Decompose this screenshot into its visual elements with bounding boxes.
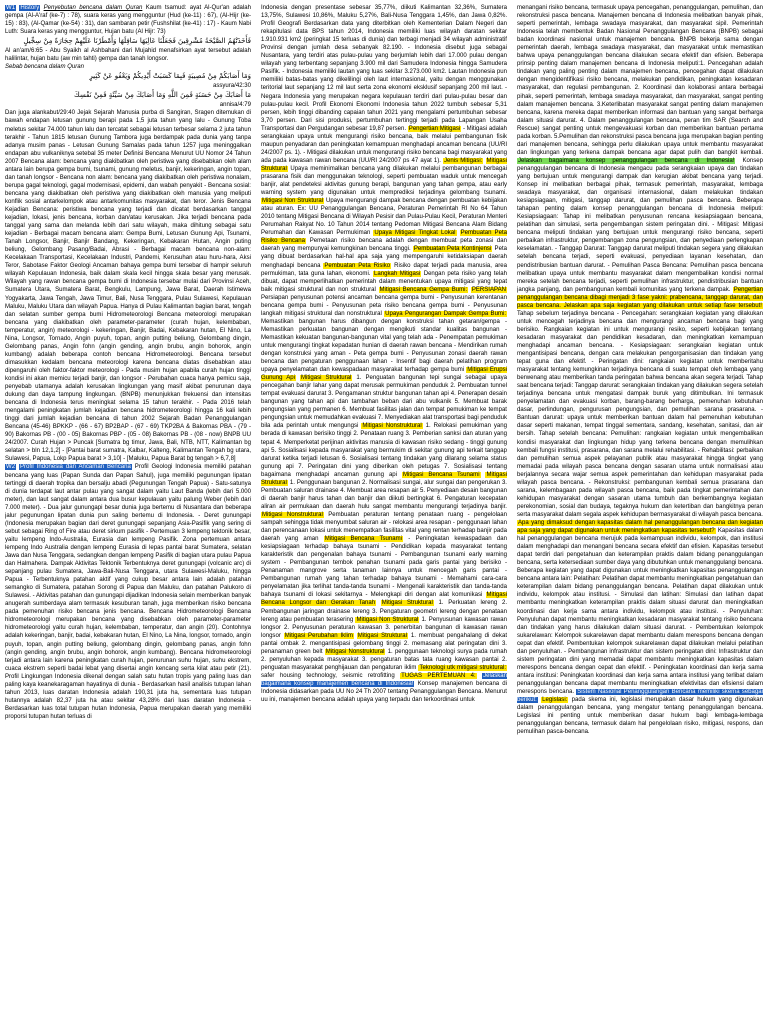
heading-persiapan: PERSIAPAN (471, 286, 506, 293)
longsor-struktural-text: 1. Perkuatan lereng 2. Pembangunan jaringan drainase lereng 3. Pengaturan geometri lereng dengan penataan lereng atau pembuatan terasering (261, 600, 507, 623)
heading-mitigasi-non-struktural: Mitigasi Non Struktural (262, 198, 324, 205)
persiapan-text: Persiapan penyusunan potensi ancaman bencana gempa bumi - Penyusunan kerentanan bencana gempa bumi - Penyusunan peta risiko bencana gempa bumi - Penyusunan langkah mitigasi struktural dan nonstruktural (261, 294, 507, 317)
profile-text: Indonesia dengan presentase sebesar 35,77%, diikuti Kalimantan 32,36%, Sumatera 13,75%, Sulawesi 10,86%, Maluku 5,27%, Bali-Nusa Tenggara 1,45%, dan Jawa 0,82%. Profil Geografi Berdasarkan data yang diterbitkan oleh Kementerian Dalam Negeri dan rekapitulasi data BPS tahun 2014, Indonesia memiliki luas wilayah daratan sekitar 1.910.931 km2 (peringkat 15 terluas di dunia) dan terbagi menjadi 34 wilayah administratif Provinsi dengan jumlah desa sebanyak 82.190. - Indonesia disebut juga sebagai Nusantara, yang terdiri atas pulau-pulau yang berjumlah lebih dari 17.000 pulau dengan wilayah yang terbentang sepanjang 3.900 mil dari Samudera Indonesia hingga Samudera Pasifik. - Indonesia memiliki lautan yang luas sekitar 3.273.000 km2. Lautan Indonesia pun memiliki batas-batas yang dikelilingi oleh laut internasional, yaitu dengan menggunakan teritorial laut sepanjang 12 mil laut serta zona ekonomi eksklusif sepanjang 200 mil laut. - Negara Indonesia yang merupakan negara kepulauan terdiri dari pulau-pulau besar dan pulau-pulau kecil. Profil Ekonomi Ekonomi Indonesia tahun 2022 tumbuh sebesar 5,31 persen, lebih tinggi dibanding capaian tahun 2021 yang mengalami pertumbuhan sebesar 3,70 persen. Dari sisi produksi, pertumbuhan tertinggi terjadi pada Lapangan Usaha Transportasi dan Pergudangan sebesar 19,87 persen. (261, 5, 507, 132)
heading-longsor: Mitigasi Bencana Longsor dan Gerakan Tanah (261, 592, 507, 607)
penanggulangan-text: Konsep penanggulangan bencana di Indonesia mengacu pada serangkaian upaya dan tindakan yang bertujuan untuk mengurangi dampak dan kerugian akibat bencana yang terjadi. Konsep ini melibatkan berbagai pihak, termasuk pemerintah, masyarakat, lembaga swadaya masyarakat, dan organisasi internasional, dalam melakukan tindakan kesiapsiagaan, mitigasi, tanggap darurat, dan pemulihan pasca bencana. Beberapa tahapan penting dalam konsep penanggulangan bencana di Indonesia meliputi: Kesiapsiagaan: Tahap ini melibatkan penyusunan rencana kesiapsiagaan bencana, pelatihan dan simulasi, serta pengembangan sistem peringatan dini. - Mitigasi: Mitigasi bencana meliputi tindakan yang bertujuan untuk mengurangi risiko bencana, seperti perbaikan infrastruktur, pengembangan zona pengungsian, dan penyediaan perlengkapan keselamatan. - Tanggap Darurat: Tanggap darurat meliputi tindakan segera yang dilakukan setelah bencana terjadi, seperti evakuasi, penyediaan layanan kesehatan, dan pendistribusian bantuan darurat. - Pemulihan Pasca Bencana: Pemulihan pasca bencana melibatkan upaya untuk membantu masyarakat dalam mengembalikan kondisi normal mereka setelah bencana terjadi, seperti pemulihan infrastruktur, pendistribusian bantuan jangka panjang, dan pembangunan kembali komunitas yang terkena dampak. (517, 157, 763, 293)
heading-tugas: TUGAS PERTEMUAN 4: (401, 672, 476, 679)
fase-text: Tahap sebelum terjadinya bencana - Pencegahan: serangkaian kegiatan yang dilakukan untuk mencegah terjadinya bencana dan mengurangi ancaman bencana bagi yang berisiko. Rangkaian kegiatan ini untuk mengurangi resiko, seperti kebijakan tentang kesadaran masyarakat dan pendidikan kesadaran, dan meningkatkan kemampuan menghadapi ancaman bencana. - Kesiapsiagaan: serangkaian kegiatan untuk mengantisipasi bencana, dengan cara melakukan pengorganisasian dan tindakan yang tepat guna dan efektif. - Peringatan dini: rangkaian kegiatan untuk memberitahu masyarakat tentang kemungkinan terjadinya bencana di suatu tempat oleh lembaga yang berwenang atau memberikan tanda peringatan bahwa bencana akan segera terjadi. Tahap saat bencana terjadi: Tanggap darurat: serangkaian tindakan yang dilakukan segera setelah terjadinya bencana untuk mengatasi dampak buruk yang ditimbulkan. Ini termasuk penyelamatan dan evakuasi korban, barang-barang berharga, pemenuhan kebutuhan dasar, perlindungan, pengurusan pengungsian, dan pemulihan sarana prasarana. - Bantuan darurat: upaya untuk memberikan bantuan dalam hal pemenuhan kebutuhan dasar seperti makanan, tempat tinggal sementara, sandang, kesehatan, sanitasi, dan air bersih. Tahap setelah bencana: Pemulihan: rangkaian kegiatan untuk mengembalikan kondisi masyarakat dan lingkungan hidup yang terkena bencana dengan memulihkan kembali fungsi institusi, prasarana, dan sarana melalui rehabilitasi. - Rehabilitasi: perbaikan dan pemulihan semua aspek pelayanan publik atau masyarakat hingga tingkat yang memadai pada wilayah pasca bencana dengan sasaran utama untuk normalisasi atau berjalannya secara wajar semua aspek pemerintahan dan kehidupan masyarakat pada wilayah pasca bencana. - Rekonstruksi: pembangunan kembali semua prasarana dan sarana, kelembagaan pada wilayah pasca bencana, baik pada tingkat pemerintahan dan kehidupan masyarakat dengan sasaran utama tumbuh dan berkembangnya kegiatan perekonomian, sosial dan budaya, tegaknya hukum dan ketertiban dan bangkitnya peran serta masyarakat dalam segala aspek kehidupan bermasyarakat di wilayah pasca bencana. (517, 310, 763, 518)
pengurangan-text: Memastikan bangunan harus dibangun dengan konstruksi tahan getaran/gempa - Memastikan perkuatan bangunan dengan mengikuti standar kualitas bangunan - Memastikan kekuatan bangunan-bangunan vital yang telah ada - Penempatan pemukiman untuk mengurangi tingkat kepadatan hunian di daerah rawan bencana - Mendirikan rumah dengan konstruksi yang aman - Peta gempa bumi - Penyusunan zonasi daerah rawan bencana dan pengaturan penggunaan lahan - Insentif bagi daerah pelatihan program upaya penyelamatan dan kewaspadaan masyarakat terhadap gempa bumi (261, 318, 507, 374)
verse-reference-2: annisa/4:79 (219, 102, 251, 109)
heading-peta-risiko-bencana: Pembuatan Peta Risiko Bencana (261, 230, 507, 245)
banjir-nonstruktural-text: Pembuatan peraturan tentang penataan ruang - pengelolaan sampah sehingga tidak menyumbat saluran air - relokasi area resapan - penggunaan lahan dan perencanaan lokasi untuk menempatkan fasilitas vital yang rentan terhadap banjir pada daerah yang aman (261, 511, 507, 543)
heading-jenis-mitigasi: Jenis Mitigasi: (444, 157, 483, 164)
peta-risiko-text: Pemetaan risiko bencana adalah dengan membuat peta zonasi dan daerah yang mempunyai kemungkinan bencana tinggi. (261, 238, 507, 253)
column-1 (5, 4, 251, 1018)
kontinjensi-text: Peta yang dibuat berdasarkan hal-hal apa saja yang mempengaruhi ketidaksiapan daerah menghadapi bencana (261, 246, 507, 269)
intro-text: Kaum tsamud: ayat Al-Qur'an adalah gempa (Al-A'raf (ke-7) : 78), suara keras yang mengguntur (Hud (ke-11) : 67), (Al-Hijr (ke-15) : 83), (Al-Qamar (ke-54) : 31), dan sambaran petir (Fushshilat (ke-41) : 17) - Kaum Nabi Luth: Suara keras yang mengguntur, Hujan batu (Al Hijr: 73) (5, 5, 251, 36)
verse-reference-1: assyura/42:30 (213, 83, 251, 90)
manajemen-continued-text: menangani risiko bencana, termasuk upaya pencegahan, penanggulangan, pemulihan, dan rekonstruksi pasca bencana. Manajemen bencana di Indonesia melibatkan banyak pihak, seperti pemerintah, lembaga swadaya masyarakat, dan masyarakat sipil. Pemerintah Indonesia telah membentuk Badan Nasional Penanggulangan Bencana (BNPB) sebagai badan koordinasi nasional untuk manajemen bencana. BNPB bekerja sama dengan pemerintah daerah, lembaga swadaya masyarakat, dan masyarakat untuk memastikan bahwa upaya penanggulangan bencana dilakukan secara efektif dan efisien. Beberapa prinsip penting dalam manajemen bencana di Indonesia meliputi:1. Pencegahan adalah tindakan yang paling penting dalam manajemen bencana, pencegahan dapat dilakukan dengan mengidentifikasi risiko bencana, melakukan pendidikan, peningkatan kesadaran masyarakat, dan regulasi pembangunan. 2. Koordinasi dan kolaborasi antara berbagai pihak, seperti pemerintah, lembaga swadaya masyarakat, dan masyarakat, sangat penting dalam manajemen bencana. 3.Keterlibatan masyarakat sangat penting dalam manajemen bencana, karena mereka dapat memberikan informasi dan bantuan yang sangat berharga dalam situasi darurat. 4. Dalam penanggulangan bencana, peran tim SAR (Search and Rescue) sangat penting untuk mengevakuasi korban dan memberikan bantuan pertama pada korban. 5.Pemulihan dan rekonstruksi pasca bencana juga merupakan bagian penting dari manajemen bencana, sehingga perlu dilakukan upaya untuk membantu masyarakat dan lingkungan yang terkena dampak bencana agar dapat pulih dan bangkit kembali. (517, 5, 763, 156)
heading-nonstruktural-4: Mitigasi Non Struktural (356, 616, 419, 623)
heading-struktural-4: Mitigasi Struktural (381, 600, 433, 607)
history-tag: History (20, 5, 40, 11)
question-kapasitas: Apa yang dimaksud dengan kapasitas dalam hal penanggulangan bencana dan kegiatan apa saja yang dapat digunakan untuk meningkatkan kapasitas tersebut? (517, 520, 763, 535)
heading-nonstruktural-5: Mitigasi Nonstruktural (325, 648, 385, 655)
non-struktural-text: Upaya mengurangi dampak bencana dengan pembuatan kebijakan atau aturan. Ex: UU Penanggulangan Bencana, Peraturan Pemerintah RI No 64 Tahun 2010 tentang Mitigasi Bencana di Wilayah Pesisir dan Pulau-Pulau Kecil, Peraturan Menteri Perumahan Rakyat No. 10 Tahun 2014 tentang Pedoman Mitigasi Bencana Alam Bidang Perumahan dan Kawasan Permukiman (261, 198, 507, 237)
kapasitas-text: Kapasitas dalam hal penanggulangan bencana merujuk pada kemampuan individu, kelompok, dan institusi dalam menghadapi dan menangani bencana secara efektif dan efisien. Kapasitas tersebut dapat terdiri dari pengetahuan dan keterampilan praktis dalam bidang penanggulangan bencana, serta ketersediaan sumber daya yang dibutuhkan untuk menanggulangi bencana. Beberapa kegiatan yang dapat digunakan untuk meningkatkan kapasitas penanggulangan bencana antara lain: Pelatihan: Pelatihan dapat membantu meningkatkan pengetahuan dan keterampilan dalam bidang penanggulangan bencana. Pelatihan dapat dilakukan untuk individu, kelompok atau institusi. - Simulasi dan latihan: Simulasi dan latihan dapat membantu meningkatkan keterampilan praktis dalam situasi darurat dan meningkatkan koordinasi dan kerja sama antara individu, kelompok atau institusi. - Penyuluhan: Penyuluhan dapat membantu meningkatkan kesadaran masyarakat tentang risiko bencana dan tindakan yang harus dilakukan dalam situasi darurat. - Pembentukan kelompok sukarelawan: Kelompok sukarelawan dapat membantu dalam merespons bencana dengan cepat dan efektif. Pembentukan kelompok sukarelawan dapat dilakukan melalui pelatihan dan penyuluhan. - Pembangunan infrastruktur dan sistem peringatan dini: Infrastruktur dan sistem peringatan dini yang memadai dapat membantu meningkatkan kapasitas dalam merespons bencana dengan cepat dan efektif. - Peningkatan koordinasi dan kerja sama antara institusi: Peningkatan koordinasi dan kerja sama antara institusi yang terlibat dalam penanggulangan bencana dapat membantu meningkatkan efektivitas dan efisiensi dalam merespons bencana. (517, 528, 763, 695)
week-1-tag: W1 (6, 5, 16, 11)
definition-text: - Mitigasi adalah serangkaian upaya untuk mengurangi risiko bencana, baik melalui pembangunan fisik maupun penyadaran dan peningkatan kemampuan menghadapi ancaman bencana (UU/RI 24/2007 ps. 1). - Mitigasi dilakukan untuk mengurangi risiko bencana bagi masyarakat yang ada pada kawasan rawan bencana (UU/RI 24/2007 ps 47 ayat 1). (261, 125, 507, 164)
heading-struktural-3: Mitigasi Struktural (261, 471, 507, 486)
heading-upaya-pengurangan: Upaya Pengurangan Dampak Gempa Bumi: (385, 310, 506, 317)
heading-pengertian-mitigasi: Pengertian Mitigasi (408, 125, 461, 132)
gunung-api-nonstruktural-text: 1. Relokasi pemukiman yang berada di kawasan berisiko tinggi 2. Penataan ruang 3. Pemberian sanksi dan aturan yang tepat 4. Memperketat perijinan aktivitas manusia di kawasan risiko sedang - tinggi gunung api 5. Sosialisasi kepada masyarakat yang bermukim di sekitar gunung api terkait tanggap darurat ketika terjadi letusan 6. Sosialisasi tentang tindakan yang dilarang selama status gunung api 7. Peringatan dini yang diberikan oleh petugas 7. Sosialisasi tentang bagaimana menghadapi ancaman gunung api (261, 423, 507, 478)
column-2 (261, 4, 507, 1018)
heading-teknologi: Teknologi utk mitigasi struktural: (419, 664, 507, 671)
heading-peta-risiko: Pembuatan Peta Risiko (324, 262, 391, 269)
column-3 (517, 4, 763, 1018)
week-2-title: Profil Indonesia dan Ancaman Bencana (20, 464, 131, 471)
arabic-verse-2: وَمَا أَصَابَكُمْ مِنْ مُصِيبَةٍ فَبِمَا كَسَبَتْ أَيْدِيكُمْ وَيَعْفُو عَنْ كَثِيرٍ (89, 72, 251, 81)
week-2-tag: W2 (6, 464, 16, 471)
week-2-body: Profil Geologi Indonesia memiliki patahan bencana yang luas (Papan Sunda dan Papan Sahul), juga memiliki pegunungan lipatan tertinggi di daerah tropika dan bersalju abadi (Pegunungan Tengah Papua) - Satu-satunya di dunia terdapat laut antar pulau yang sangat dalam yaitu Laut Banda (lebih dari 5.000 meter), dan laut sangat dalam antara dua busur kepulauan yaitu palung Weber (lebih dari 7.000 meter). - Dua jalur gunungapi besar dunia juga bertemu di Nusantara dan beberapa jalur pegunungan lipatan dunia pun saling bertemu di Indonesia. - Deret gunungapi (Indonesia merupakan bagian dari deret gunungapi sepanjang Asia-Pasifik yang sering di sebut sebagai Ring of Fire atau deret sirkum pasifik - Pertemuan 3 lempeng tektonik besar, yaitu lempeng Indo-Australia, Eurasia dan lempeng Pasifik. Zona pertemuan antara lempeng Indo Australia dengan lempeng Eurasia di lepas pantai barat Sumatera, selatan Jawa dan Nusa Tenggara, sedangkan dengan lempeng Pasifik di bagian utara pulau Papua dan Halmahera. Dampak Aktivitas Tektonik Terbentuknya deret gunungapi (volcanic arc) di sepanjang pulau Sumatera, Jawa-Bali-Nusa Tenggara, utara Sulawesi-Maluku, hingga Papua - Terbentuknya patahan aktif yang cukup besar antara lain adalah patahan semangko di Sumatera, patahan Sorong di Papua dan Maluku, dan patahan Palukoro di Sulawesi. - Aktivitas patahan dan gunungapi dijadikan Indonesia selain memberikan banyak anugerah sumberdaya alam termasuk kesuburan tanah, juga memberikan risiko bencana pada pemenuhan risiko bencana jenis bencana. Bencana Hidrometeorologi Bencana hidrometeorologi merupakan bencana yang disebabkan oleh parameter-parameter hidrometeorologi yaitu curah hujan, kelembaban, temperatur, dan angin (20). Contohnya adalah kekeringan, banjir, badai, kebakaran hutan, El Nino, La Nina, longsor, tornado, angin puyuh, topan, angin putting beliung, gelombang dingin, gelombang panas, angin fohn (angin gending, angin brubu, angin bohorok, angin kumbang). Bencana hidrometeorologi terjadi antara lain karena peningkatan curah hujan, penurunan suhu hujan, suhu ekstrem, cuaca ekstrem seperti badai lebat yang disertai angin kencang serta kilat atau petir (21). Profil Lingkungan Indonesia dikenal dengan salah satu hutan tropis yang paling luas dan paling kaya keanekaragaman hayatinya di dunia - Berdasarkan hasil analisis tutupan lahan tahun 2013, luas daratan Indonesia adalah 190,31 juta ha, sementara luas tutupan hutannya adalah 82,37 juta ha atau sekitar 43,28% dari luas daratan Indonesia - Berdasarkan luas total tutupan hutan Indonesia, Papua merupakan daerah yang memiliki proporsi tutupan hutan terluas di (5, 464, 251, 720)
heading-upaya-mitigasi-lokal: Upaya Mitigasi Tingkat Lokal (374, 230, 456, 237)
manajemen-text: Konsep manajemen bencana di Indonesia didasarkan pada UU No 24 Th 2007 tentang Penanggulangan Bencana. Menurut uu ini, manajemen bencana adalah upaya yang terpadu dan terkoordinasi untuk (261, 680, 507, 704)
heading-nonstruktural-3: Mitigasi Nonstruktural (262, 511, 323, 518)
heading-tsunami: Mitigasi Bencana Tsunami (402, 471, 480, 478)
banjir-struktural-text: 1. Penggunaan bangunan 2. Normalisasi sungai, alur sungai dan pengerukan 3. Pembuatan saluran drainase 4. Membuat area resapan air 5. Penyediaan desain bangunan di daerah banjir harus tahan dan banjir dan diikuti bertingkat 6. Pengaturan kecepatan aliran air permukaan dan daerah hulu sangat membantu mengurangi terjadinya banjir. (261, 479, 507, 510)
week-2-paragraph (5, 463, 251, 721)
question-manajemen-bencana: Jelaskan bagaimana konsep manajemen bencana di Indonesia! (261, 672, 507, 687)
question-fase-penanggulangan: Pengertian penanggulangan bencana dibagi menjadi 3 fase yakni: prabencana, tanggap darurat, dan pasca bencana. Jelaskan apa saja kegiatan yang dilakukan untuk setiap fase tersebut! (517, 286, 763, 309)
arabic-verse-1: فَأَخَذَتْهُمُ الصَّيْحَةُ مُشْرِقِينَ فَجَعَلْنَا عَالِيَهَا سَافِلَهَا وَأَمْطَرْنَا عَلَيْهِمْ حِجَارَةً مِنْ سِجِّيلٍ (23, 37, 251, 46)
column-2-text (261, 4, 507, 704)
gunung-api-struktural-text: 1. Penguatan bangunan tepi sungai sebagai upaya pencegahan banjir lahar yang dapat merusak permukiman penduduk 2. Pembuatan tunnel tempat evakuasi darurat 3. Pengamanan struktur bangunan tahan api 4. Penerapan desain bangunan yang tahan api dan tambahan beban dari abu vulkanik 5. Membuat barak pengungsian yang permanen 6. Membuat fasilitas jalan dan tempat pemukiman ke tempat pengungsian untuk memudahkan evakuasi 7. Menyediakan alat transportasi bagi penduduk bila ada perintah untuk mengungsi (261, 375, 507, 430)
question-penanggulangan-bencana: Jelaskan bagaimana konsep penanggulangan bencana di Indonesia! (518, 157, 735, 164)
main-body-text: Dan juga alankabut/29:40 Jejak Sejarah Manusia purba di Sangiran, Sragen ditemukan di bawah endapan letusan gunung berapi pada 1,5 juta tahun yang lalu - Gunung Toba meletus sekitar 74.000 tahun lalu dan tercatat sebagai letusan terbesar selama 2 juta tahun terakhir - Tahun 1815 letusan Gunung Tambora juga berdampak pada dunia yang tanpa adanya musim panas - Letusan Gunung Samalas pada tahun 1257 juga meninggalkan endapan abu vulkaniknya setebal 35 meter Definisi Bencana Menurut UU Nomor 24 Tahun 2007 Bencana alam: bencana yang diakibatkan oleh peristiwa yang disebabkan oleh alam antara lain berupa gempa bumi, tsunami, gunung meletus, banjir, kekeringan, angin topan, dan tanah longsor - Bencana non alam: bencana yang diakibatkan oleh peristiwa nonalam, berupa gagal teknologi, gagal modernisasi, epidemi, dan wabah penyakit - Bencana sosial: bencana yang diakibatkan oleh peristiwa yang diakibatkan oleh manusia yang meliputi konflik sosial antarkelompok atau antarkomunitas masyarakat, dan teror. Jenis Bencana Kejadian Bencana: peristiwa bencana yang terjadi dan dicatat berdasarkan tanggal kejadian, lokasi, jenis bencana, korban dan/atau kerusakan. Jika terjadi bencana pada tanggal yang sama dan melanda lebih dari satu wilayah, maka dihitung sebagai satu kejadian - Berbagai macam bencana alam: Gempa Bumi, Letusan Gunung Api, Tsunami, Tanah Longsor, Banjir, Banjir Bandang, Kekeringan, Kebakaran Hutan, Angin puting beliung, Gelombang Pasang/Badai, Abrasi - Berbagai macam bencana non-alam: Kecelakaan Transportasi, Kecelakaan Industri, Pandemi, Kerusuhan atau huru-hara, Aksi Teror, Sabotase Faktor Geologi Ancaman bahaya gempa bumi tersebar di hampir seluruh wilayah Kepulauan Indonesia, baik dalam skala kecil hingga skala besar yang merusak. Wilayah yang rawan bencana gempa bumi di Indonesia tersebar mulai dari Provinsi Aceh, Sumatera Utara, Sumatera Barat, Bengkulu, Lampung, Jawa Barat, Daerah Istimewa Yogyakarta, Jawa Tengah, Jawa Timur, Bali, Nusa Tenggara, Pulau Sulawesi, Kepulauan Maluku, Maluku Utara dan wilayah Papua. Hanya di Pulau Kalimantan bagian barat, tengah dan selatan sumber gempa bumi Hidrometeorologi Bencana meteorologi merupakan bencana yang diakibatkan oleh parameter-parameter (curah hujan, kelembaban, temperatur, angin) meteorologi - kekeringan, Banjir, Badai, Kebakaran hutan, El Nino, La Nina, Longsor, Tornado, Angin puyuh, topan, angin putting beliung, Gelombang dingin, Gelombang panas, Angin fohn (angin gending, angin brubu, angin bohorok, angin kumbang) adalah beberapa contoh bencana Hidrometeorologi. Bencana tersebut dimasukkan kedalam bencana meteorologi karena bencana diatas disebabkan atau dipengaruhi oleh faktor-faktor meteorologi - Pada musim hujan apabila curah hujan tinggi kondisi ini akan memicu terjadi banjir, dan longsor - Perubahan cuaca hanya pemicu saja, penyebab utamanya adalah kerusakan lingkungan yang masif akibat penurunan daya dukung dan daya tampung lingkungan. (BNPB) menunjukkan frekuensi dan intensitas bencana di Indonesia terus meningkat selama 15 tahun terakhir. - Pada 2016 telah mengalami peningkatan jumlah kejadian bencana hidrometeorologi hingga 16 kali lebih tinggi dari jumlah kejadian bencana di tahun 2002 Sejarah Badan Penanggulangan Bencana (45-46) BPKKP - (66 - 67) BP2BAP - (67 - 69) TKP2BA & Bakornas PBA - (79 - 90) Bakornas PB - (00 - 05) Bakornas PBP - (05 - 08) Bakornas PB - (08 - now) BNPB UU 24/2007. Curah Hujan > Puncak [Sumatra bg timur, Jawa, Bali, NTB, NTT, Kalimantan bg selatan > bln 12,1,2] - [Pantai barat sumatra, Kalbar, Kalteng, Kalimantan Tengah bg utara, Sulawesi, Papua, Lokp Papua barat > 3,10] - [Maluku, Papua Barat bg tengah > 6,7,8] (5, 110, 251, 463)
peta-text: Risiko dapat terjadi pada manusia, area permukiman, tata guna lahan, ekonomi. (261, 262, 507, 277)
intro-paragraph (5, 4, 251, 36)
section-subtitle: Sebab bencana dalam Quran (5, 64, 85, 71)
arabic-verse-3: مَا أَصَابَكَ مِنْ حَسَنَةٍ فَمِنَ اللَّهِ وَمَا أَصَابَكَ مِنْ سَيِّئَةٍ فَمِنْ نَفْسِكَ (73, 91, 251, 100)
heading-perubahan-iklim: Mitigasi Perubahan Iklim (284, 632, 353, 639)
iklim-nonstruktural-text: 1. penggunaan teknologi surya pada rumah 2. penyuluhan kepada masyarakat 3. pengaturan batas tata ruang kawasan pantai 2. penguatan masyarakat penghijauan dan pengaturan iklim (261, 648, 507, 671)
struktural-text: Upaya meminimalkan bencana yang dilakukan melalui pembangunan berbagai prasarana fisik dan menggunakan teknologi, seperti pembuatan waduk untuk mencegah banjir, alat pendeteksi aktivitas gunung berapi, bangunan yang tahan gempa, atau early warning system yang digunakan untuk memprediksi terjadinya gelombang tsunami. (261, 165, 507, 197)
heading-struktural-2: Mitigasi Struktural (300, 375, 352, 382)
tafsir-paragraph: Al an'am/6:65 - Abu Syaikh al Ashbahani dari Mujahid menafsirkan ayat tersebut adalah halilintar, hujan batu (aw min tahti) gempa dan tanah longsor. (5, 48, 251, 63)
heading-gempa-bumi: Mitigasi Bencana Gempa Bumi: (379, 286, 468, 293)
heading-legislasi: Legislasi: (542, 697, 568, 704)
iklim-struktural-text: 1. membuat pengahalang di dekat pantai ombak 2. mengantisipasi gelombang tinggi 2. memasang alat peringatan dini 3. penanaman green belt (261, 632, 507, 655)
heading-bencana-tsunami: Mitigasi Bencana Tsunami (324, 536, 403, 543)
heading-struktural-5: Mitigasi Struktural (357, 632, 408, 639)
heading-gunung-api: Mitigasi Erupsi Gunung Api (261, 367, 507, 382)
teknologi-text: safer housing technology, seismic retrofitting (261, 672, 395, 679)
heading-mitigasi-struktural: Mitigasi Struktural (261, 157, 507, 172)
longsor-nonstruktural-text: 1. Penyusunan kawasan rawan longsor 2. Penyusunan peraturan kawasan 3. penerbitan bangunan di kawasan rawan longsor (261, 616, 507, 639)
heading-langkah-mitigasi: Langkah Mitigasi (374, 270, 421, 277)
legislasi-text: pada skema ini, legislasi merupakan dasar hukum yang digunakan dalam penanggulangan bencana, yang mengatur tentang penanggulangan bencana. Legislasi ini penting untuk memberikan dasar hukum bagi lembaga-lembaga penanggulangan bencana, termasuk dalam hal pengelolaan risiko, mitigasi, respons, dan pemulihan pasca-bencana. (517, 697, 763, 736)
langkah-text: Dengan peta risiko yang telah dibuat, dapat memperlihatkan pemerintah dalam menentukan upaya mitigasi yang tepat baik mitigasi struktural dan non struktural (261, 270, 507, 293)
column-3-text (517, 4, 763, 736)
heading-sistem-nasional: Sistem Nasional Penanggulangan Bencana memiliki skema sebagai berikut: (517, 688, 763, 704)
heading-peta-kontinjensi: Pembuatan Peta Kontinjensi (413, 246, 492, 253)
intro-title: Penyebutan bencana dalam Quran (43, 5, 143, 11)
heading-nonstruktural-2: Mitigasi Nonstruktural (362, 423, 422, 430)
tsunami-text: - Peningkatan kewaspadaan dan kesiapsiagaan terhadap bahaya tsunami - Pendidikan kepada masyarakat tentang karakteristik dan pengenalan bahaya tsunami - Pembangunan tsunami early warning system - Pembangunan tembok penahan tsunami pada garis pantai yang berisiko - Penanaman mangrove serta tanaman lainnya untuk mencegah garis pantai - Pembangunan rumah yang tahan terhadap bahaya tsunami - Memahami cara-cara penyelamatan jika terlihat tanda-tanda tsunami - Mengenali karakteristik dan tanda-tanda bahaya tsunami di lokasi sekitarnya - Melengkapi diri dengan alat komunikasi (261, 536, 507, 599)
